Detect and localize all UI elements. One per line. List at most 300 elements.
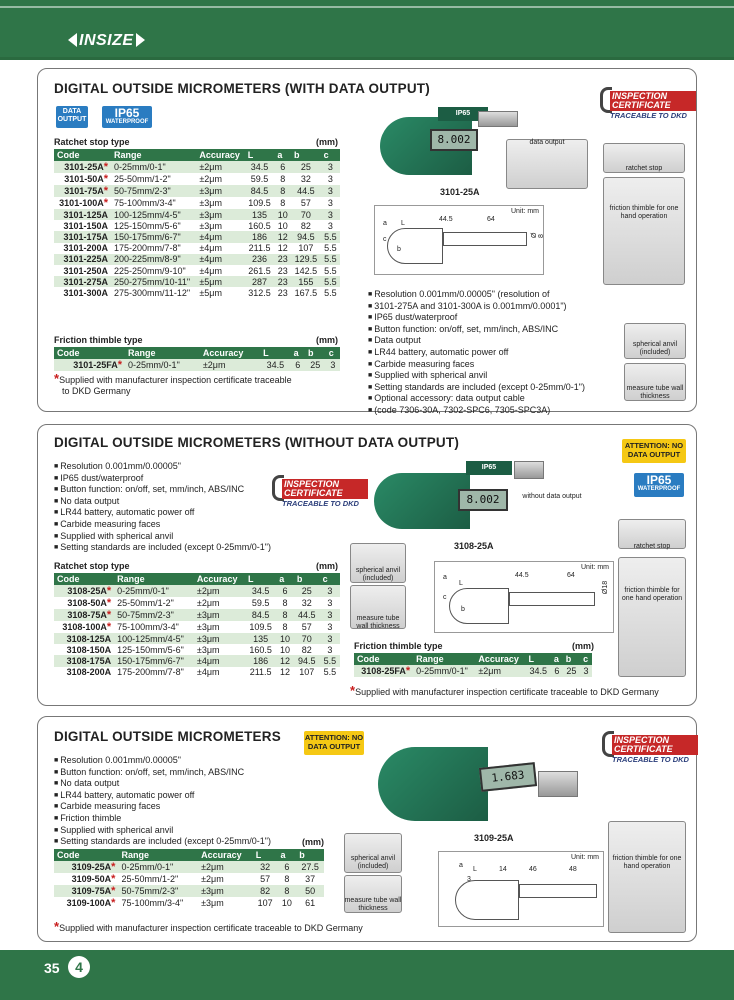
value-cell: 155: [291, 276, 321, 287]
code-cell: 3108-150A: [66, 644, 112, 655]
value-cell: 34.5: [245, 161, 275, 173]
ratchet-stop-caption: ratchet stop: [625, 165, 663, 172]
value-cell: ±4μm: [199, 243, 222, 254]
feature-item: ■ Resolution 0.001mm/0.00005" (resolution of: [368, 289, 628, 301]
value-cell: 0-25mm/0-1": [114, 585, 194, 597]
value-cell: ±2μm: [196, 161, 244, 173]
value-cell: 6: [291, 359, 305, 371]
value-cell: 12: [274, 231, 291, 242]
friction-unit: (mm): [572, 641, 594, 651]
star-marker: *: [103, 185, 108, 197]
feature-item: ■ Setting standards are included (except 0-25mm/0-1"): [54, 836, 304, 848]
attention-badge: ATTENTION: NO DATA OUTPUT: [304, 731, 364, 755]
spherical-anvil-caption: spherical anvil (included): [632, 341, 678, 356]
value-cell: 5.5: [324, 243, 337, 254]
feature-item: ■ LR44 battery, automatic power off: [54, 790, 304, 802]
value-cell: 94.5: [291, 231, 321, 242]
column-header: L: [260, 347, 291, 359]
value-cell: 211.5: [248, 243, 271, 254]
star-marker: *: [103, 161, 108, 173]
value-cell: 100-125mm/4-5": [111, 209, 196, 220]
value-cell: 50-75mm/2-3": [111, 185, 196, 197]
header-stripe: [0, 6, 734, 8]
friction-thimble-caption: friction thimble for one hand operation: [621, 587, 683, 602]
code-cell: 3101-175A: [54, 231, 111, 242]
table-row: [54, 597, 340, 609]
value-cell: 107: [298, 243, 314, 254]
table-row: [54, 897, 324, 909]
column-header: b: [296, 849, 324, 861]
product-table: [54, 849, 324, 909]
value-cell: 5.5: [320, 655, 340, 666]
value-cell: 5.5: [321, 231, 340, 242]
value-cell: 50: [296, 885, 324, 897]
code-cell: 3109-25A*: [54, 861, 118, 873]
value-cell: 275-300mm/11-12": [114, 287, 191, 298]
value-cell: 3: [321, 161, 340, 173]
table-row: [54, 254, 340, 265]
value-cell: ±3μm: [196, 622, 220, 632]
value-cell: 142.5: [294, 265, 318, 276]
friction-label: Friction thimble type: [54, 335, 143, 345]
feature-item: ■ Setting standards are included (except 0-25mm/0-1"): [368, 382, 628, 394]
table-row: [54, 861, 324, 873]
feature-item: ■ Optional accessory: data output cable: [368, 393, 628, 405]
value-cell: ±2μm: [194, 585, 245, 597]
feature-item: ■ Carbide measuring faces: [54, 801, 304, 813]
star-marker: *: [117, 359, 123, 371]
value-cell: 186: [245, 231, 275, 242]
tube-measure-caption: measure tube wall thickness: [356, 615, 400, 630]
code-cell: 3101-150A: [63, 220, 108, 231]
value-cell: 25: [563, 665, 580, 677]
unit-label: (mm): [316, 561, 338, 571]
star-marker: *: [103, 173, 108, 185]
table-row: [54, 220, 340, 231]
dimension-drawing: Unit: mm 44.5 64 a L c b Ø18: [434, 561, 614, 633]
friction-thimble-photo: [618, 557, 686, 677]
chapter-number: 4: [68, 956, 90, 978]
lcd-display: 1.683: [479, 762, 537, 792]
certificate-note: *Supplied with manufacturer inspection certificate traceable to DKD Germany: [350, 683, 659, 698]
value-cell: ±3μm: [201, 898, 224, 908]
section-title: DIGITAL OUTSIDE MICROMETERS (WITH DATA OUTPUT): [54, 81, 430, 96]
column-header: Accuracy: [194, 573, 245, 585]
value-cell: ±4μm: [194, 655, 245, 666]
without-data-output-caption: without data output: [522, 493, 582, 500]
star-marker: *: [103, 197, 108, 209]
code-cell: 3109-100A*: [66, 897, 116, 909]
value-cell: 84.5: [245, 185, 275, 197]
code-cell: 3101-275A: [54, 276, 111, 287]
feature-list: [54, 461, 304, 554]
star-marker: *: [111, 861, 116, 873]
value-cell: 150-175mm/6-7": [114, 655, 194, 666]
value-cell: 50-75mm/2-3": [114, 609, 194, 621]
column-header: c: [326, 347, 340, 359]
table-row: [54, 287, 340, 298]
value-cell: 23: [277, 287, 288, 298]
code-cell: 3109-75A*: [54, 885, 118, 897]
table-row: [54, 276, 340, 287]
feature-item: ■ Data output: [368, 335, 628, 347]
certificate-note: *Supplied with manufacturer inspection certificate traceable to DKD Germany: [54, 919, 363, 934]
value-cell: 3: [320, 633, 340, 644]
column-header: L: [253, 849, 278, 861]
value-cell: 82: [300, 220, 311, 231]
star-marker: *: [111, 873, 116, 885]
page-footer: [0, 950, 734, 1000]
column-header: c: [320, 573, 340, 585]
value-cell: ±3μm: [196, 209, 244, 220]
code-cell: 3101-300A: [63, 287, 108, 298]
feature-item: ■ Button function: on/off, set, mm/inch, ABS/INC: [54, 484, 304, 496]
table-row: [54, 644, 340, 655]
table-row: [54, 885, 324, 897]
column-header: Code: [54, 347, 125, 359]
friction-thimble-caption: friction thimble for one hand operation: [612, 855, 682, 870]
inspection-certificate-logo: INSPECTION CERTIFICATE TRACEABLE TO DKD: [272, 473, 368, 513]
data-output-caption: data output: [529, 139, 565, 146]
feature-item: ■ Resolution 0.001mm/0.00005": [54, 461, 304, 473]
value-cell: 10: [280, 644, 291, 655]
value-cell: 10: [277, 220, 288, 231]
value-cell: 25: [305, 359, 326, 371]
section-digital-micrometers: [37, 716, 697, 942]
dimension-drawing: Unit: mm a L 14 46 48 3: [438, 851, 604, 927]
micrometer-3109-25a-image: [378, 737, 578, 827]
value-cell: 12: [277, 243, 288, 254]
value-cell: 94.5: [294, 655, 320, 666]
value-cell: 3: [320, 609, 340, 621]
value-cell: 59.5: [251, 598, 270, 608]
value-cell: 70: [291, 209, 321, 220]
value-cell: ±3μm: [196, 644, 220, 655]
feature-item: ■ Supplied with spherical anvil: [54, 825, 304, 837]
value-cell: 5.5: [321, 276, 340, 287]
value-cell: 25-50mm/1-2": [114, 174, 171, 184]
value-cell: 25: [291, 161, 321, 173]
table-row: [54, 243, 340, 254]
code-cell: 3108-125A: [54, 633, 114, 644]
value-cell: 25-50mm/1-2": [121, 874, 179, 884]
unit-label: (mm): [302, 837, 324, 847]
friction-thimble-photo: [608, 821, 686, 933]
value-cell: 8: [276, 609, 294, 621]
column-header: Range: [413, 653, 475, 665]
value-cell: 0-25mm/0-1": [111, 161, 196, 173]
friction-unit: (mm): [316, 335, 338, 345]
value-cell: ±2μm: [475, 665, 525, 677]
table-row: [54, 265, 340, 276]
value-cell: ±2μm: [201, 874, 224, 884]
column-header: L: [245, 573, 276, 585]
ratchet-label: Ratchet stop type: [54, 561, 130, 571]
feature-item: ■ Supplied with spherical anvil: [368, 370, 628, 382]
feature-item: ■ IP65 dust/waterproof: [368, 312, 628, 324]
code-cell: 3101-75A*: [54, 185, 111, 197]
feature-item: ■ Button function: on/off, set, mm/inch, ABS/INC: [54, 767, 304, 779]
star-marker: *: [106, 597, 112, 609]
value-cell: 8: [284, 874, 290, 884]
model-label: 3108-25A: [454, 541, 494, 551]
model-label: 3109-25A: [474, 833, 514, 843]
value-cell: 0-25mm/0-1": [118, 861, 198, 873]
value-cell: 8: [280, 174, 286, 184]
value-cell: 23: [274, 276, 291, 287]
value-cell: 32: [301, 598, 312, 608]
value-cell: ±3μm: [194, 609, 245, 621]
feature-item: ■ LR44 battery, automatic power off: [54, 507, 304, 519]
value-cell: 250-275mm/10-11": [111, 276, 196, 287]
value-cell: 6: [277, 861, 296, 873]
friction-thimble-photo: [603, 177, 685, 285]
value-cell: 0-25mm/0-1": [125, 359, 200, 371]
value-cell: 8: [282, 622, 288, 632]
value-cell: ±5μm: [196, 276, 244, 287]
value-cell: ±4μm: [199, 265, 222, 276]
value-cell: 3: [326, 359, 340, 371]
value-cell: 109.5: [248, 198, 271, 208]
value-cell: 5.5: [324, 287, 337, 298]
column-header: c: [580, 653, 592, 665]
code-cell: 3101-200A: [63, 243, 108, 254]
code-cell: 3108-25A*: [54, 585, 114, 597]
value-cell: 3: [327, 598, 333, 608]
feature-item: ■ Button function: on/off, set, mm/inch, ABS/INC: [368, 324, 628, 336]
value-cell: 44.5: [291, 185, 321, 197]
table-row: [54, 359, 340, 371]
value-cell: ±2μm: [199, 174, 222, 184]
code-cell: 3108-75A*: [54, 609, 114, 621]
friction-thimble-caption: friction thimble for one hand operation: [609, 205, 679, 220]
insize-logo: INSIZE: [68, 32, 145, 50]
value-cell: ±2μm: [200, 359, 260, 371]
model-label: 3101-25A: [440, 187, 480, 197]
table-row: [54, 609, 340, 621]
spherical-anvil-caption: spherical anvil (included): [355, 567, 401, 582]
tube-measure-caption: measure tube wall thickness: [344, 897, 402, 912]
value-cell: ±2μm: [198, 861, 253, 873]
value-cell: 25: [294, 585, 320, 597]
ratchet-table: [54, 149, 340, 299]
value-cell: ±3μm: [198, 885, 253, 897]
value-cell: 175-200mm/7-8": [114, 243, 181, 254]
ip65-label: IP65: [466, 461, 512, 475]
lcd-display: 8.002: [430, 129, 478, 151]
friction-label: Friction thimble type: [354, 641, 443, 651]
value-cell: 8: [282, 598, 288, 608]
page-number: 35: [44, 960, 60, 976]
ip65-label: IP65: [438, 107, 488, 121]
micrometer-3101-25a-image: [380, 103, 520, 183]
column-header: Accuracy: [198, 849, 253, 861]
value-cell: 225-250mm/9-10": [114, 265, 186, 276]
ratchet-stop-caption: ratchet stop: [633, 543, 671, 550]
value-cell: 100-125mm/4-5": [114, 633, 194, 644]
column-header: c: [321, 149, 340, 161]
star-marker: *: [106, 621, 112, 633]
section-with-data-output: [37, 68, 697, 415]
code-cell: 3109-50A*: [71, 873, 116, 885]
value-cell: 75-100mm/3-4": [117, 622, 179, 632]
feature-item: ■ No data output: [54, 496, 304, 508]
table-row: [54, 161, 340, 173]
value-cell: 109.5: [249, 622, 272, 632]
feature-list: [368, 289, 628, 417]
value-cell: 8: [280, 198, 286, 208]
value-cell: 6: [551, 665, 563, 677]
table-row: [54, 667, 340, 678]
value-cell: 175-200mm/7-8": [117, 667, 184, 678]
ip65-badge: IP65 WATERPROOF: [102, 106, 152, 128]
inspection-certificate-logo: INSPECTION CERTIFICATE TRACEABLE TO DKD: [600, 85, 696, 125]
value-cell: 37: [305, 874, 316, 884]
value-cell: 61: [305, 898, 316, 908]
section-title: DIGITAL OUTSIDE MICROMETERS (WITHOUT DATA OUTPUT): [54, 435, 460, 450]
star-marker: *: [111, 897, 116, 909]
value-cell: 312.5: [248, 287, 271, 298]
feature-item: ■ Resolution 0.001mm/0.00005": [54, 755, 304, 767]
value-cell: 27.5: [296, 861, 324, 873]
value-cell: ±3μm: [194, 633, 245, 644]
lcd-display: 8.002: [458, 489, 508, 511]
value-cell: 107: [257, 898, 273, 908]
table-row: [54, 655, 340, 666]
column-header: b: [305, 347, 326, 359]
value-cell: 23: [277, 265, 288, 276]
code-cell: 3108-175A: [54, 655, 114, 666]
value-cell: 160.5: [249, 644, 272, 655]
code-cell: 3101-225A: [54, 254, 111, 265]
value-cell: 70: [294, 633, 320, 644]
table-row: [54, 873, 324, 885]
star-marker: *: [106, 585, 112, 597]
unit-label: (mm): [316, 137, 338, 147]
star-marker: *: [106, 609, 112, 621]
value-cell: 186: [245, 655, 276, 666]
table-row: [54, 173, 340, 185]
feature-item: ■ Supplied with spherical anvil: [54, 531, 304, 543]
value-cell: 32: [253, 861, 278, 873]
value-cell: 57: [260, 874, 271, 884]
table-row: [54, 209, 340, 220]
value-cell: 5.5: [323, 667, 337, 678]
column-header: Code: [54, 149, 111, 161]
feature-list: [54, 755, 304, 848]
table-row: [54, 197, 340, 209]
column-header: Range: [125, 347, 200, 359]
value-cell: 8: [277, 885, 296, 897]
column-header: Accuracy: [200, 347, 260, 359]
code-cell: 3108-100A*: [62, 621, 112, 633]
table-row: [54, 185, 340, 197]
value-cell: ±2μm: [196, 598, 220, 608]
column-header: Code: [354, 653, 413, 665]
value-cell: 3: [321, 185, 340, 197]
value-cell: 75-100mm/3-4": [121, 898, 184, 908]
table-row: [354, 665, 592, 677]
column-header: a: [277, 849, 296, 861]
feature-item: ■ Setting standards are included (except 0-25mm/0-1"): [54, 542, 304, 554]
code-cell: 3101-125A: [54, 209, 111, 220]
column-header: b: [563, 653, 580, 665]
value-cell: 12: [280, 667, 291, 678]
column-header: b: [291, 149, 321, 161]
column-header: a: [551, 653, 563, 665]
friction-table: [54, 347, 340, 371]
feature-item: ■ No data output: [54, 778, 304, 790]
value-cell: 3: [321, 209, 340, 220]
star-marker: *: [111, 885, 116, 897]
value-cell: 6: [274, 161, 291, 173]
value-cell: 211.5: [249, 667, 272, 678]
ratchet-label: Ratchet stop type: [54, 137, 130, 147]
value-cell: 3: [327, 220, 333, 231]
value-cell: 3: [327, 198, 333, 208]
value-cell: 3: [327, 622, 333, 632]
code-cell: 3101-25FA*: [54, 359, 125, 371]
table-row: [54, 633, 340, 644]
value-cell: 84.5: [245, 609, 276, 621]
column-header: Range: [111, 149, 196, 161]
code-cell: 3101-250A: [63, 265, 108, 276]
value-cell: 3: [320, 585, 340, 597]
value-cell: 34.5: [526, 665, 551, 677]
feature-item: ■ Friction thimble: [54, 813, 304, 825]
value-cell: 3: [580, 665, 592, 677]
value-cell: ±4μm: [196, 254, 244, 265]
value-cell: 236: [245, 254, 275, 265]
value-cell: 0-25mm/0-1": [413, 665, 475, 677]
code-cell: 3101-25A*: [54, 161, 111, 173]
value-cell: 50-75mm/2-3": [118, 885, 198, 897]
value-cell: 10: [281, 898, 292, 908]
table-row: [54, 231, 340, 242]
code-cell: 3101-50A*: [64, 173, 108, 185]
value-cell: 82: [301, 644, 312, 655]
value-cell: 10: [276, 633, 294, 644]
code-cell: 3108-200A: [66, 667, 112, 678]
value-cell: ±4μm: [196, 231, 244, 242]
value-cell: 3: [327, 644, 333, 655]
column-header: a: [291, 347, 305, 359]
value-cell: 25-50mm/1-2": [117, 598, 174, 608]
column-header: Range: [114, 573, 194, 585]
feature-item: ■ (code 7306-30A, 7302-SPC6, 7305-SPC3A): [368, 405, 628, 417]
value-cell: 82: [253, 885, 278, 897]
value-cell: 57: [300, 198, 311, 208]
value-cell: ±3μm: [199, 198, 222, 208]
value-cell: 107: [299, 667, 315, 678]
value-cell: 34.5: [245, 585, 276, 597]
spherical-anvil-caption: spherical anvil (included): [350, 855, 396, 870]
page-header: [0, 0, 734, 60]
value-cell: 10: [274, 209, 291, 220]
value-cell: 167.5: [294, 287, 318, 298]
feature-item: ■ LR44 battery, automatic power off: [368, 347, 628, 359]
value-cell: 32: [300, 174, 311, 184]
value-cell: 129.5: [291, 254, 321, 265]
value-cell: 125-150mm/5-6": [117, 644, 184, 655]
tube-measure-caption: measure tube wall thickness: [626, 385, 684, 400]
feature-item: ■ IP65 dust/waterproof: [54, 473, 304, 485]
star-marker: *: [405, 665, 411, 677]
attention-badge: ATTENTION: NO DATA OUTPUT: [622, 439, 686, 463]
feature-item: ■ 3101-275A and 3101-300A is 0.001mm/0.0001"): [368, 301, 628, 313]
value-cell: 34.5: [260, 359, 291, 371]
code-cell: 3108-50A*: [67, 597, 112, 609]
